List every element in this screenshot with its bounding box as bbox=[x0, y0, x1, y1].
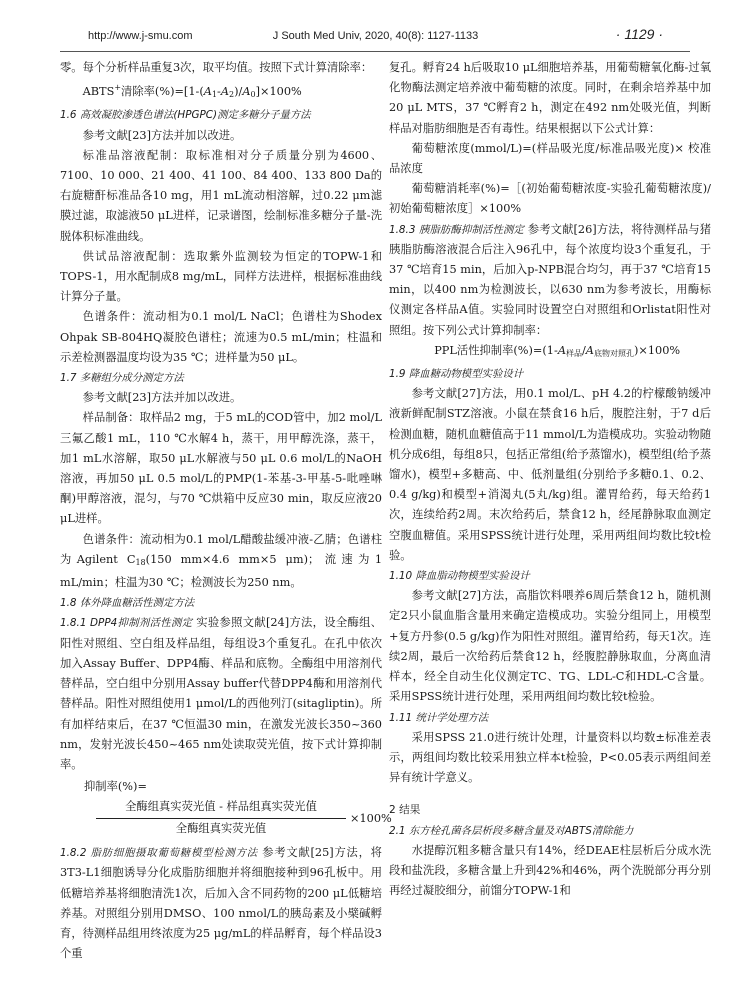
paragraph: 1.8.3 胰脂肪酶抑制活性测定 参考文献[26]方法，将待测样品与猪胰脂肪酶溶液混合后注入96孔中，每个浓度均设3个重复孔，于37 ℃培育15 min，后加入p-NPB混合均匀，再于37 ℃培育15 min，以400 nm为检测波长，以630 nm为参考波长，用酶标仪测定各样品A值。实验同时设置空白对照组和Orlistat阳性对照组。按下列公式计算抑制率： bbox=[389, 222, 711, 337]
right-column bbox=[389, 58, 711, 901]
paragraph: 标准品溶液配制：取标准相对分子质量分别为4600、7100、10 000、21 400、41 100、84 400、133 800 Da的右旋糖酐标准品各10 mg，用1 mL流动相溶解，过0.22 μm滤膜过滤，取滤液50 μL进样，记录谱图，绘制标准多糖分子量-洗脱体积标准曲线。 bbox=[60, 148, 382, 243]
section-heading-1-11: 1.11 统计学处理方法 bbox=[389, 711, 489, 724]
section-heading-1-6: 1.6 高效凝胶渗透色谱法(HPGPC)测定多糖分子量方法 bbox=[60, 109, 311, 122]
paragraph: 水提醇沉粗多糖含量只有14%，经DEAE柱层析后分成水洗段和盐洗段，多糖含量上升到42%和46%，两个洗脱部分再分别再经过凝胶细分，前馏分TOPW-1和 bbox=[389, 843, 711, 898]
section-heading-2: 2 结果 bbox=[389, 804, 421, 817]
paragraph: 色谱条件：流动相为0.1 mol/L醋酸盐缓冲液-乙腈；色谱柱为Agilent $C_{18}(150$ mm×4.6 mm×5 μm)；流速为1 mL/min；柱温为30 ℃；检测波长为250 nm。 bbox=[60, 532, 383, 590]
journal-url: http://www.j-smu.com bbox=[88, 30, 193, 42]
paragraph: 复孔。孵育24 h后吸取10 μL细胞培养基，用葡萄糖氧化酶-过氧化物酶法测定培养液中葡萄糖的浓度。同时，在剩余培养基中加20 μL MTS，37 ℃孵育2 h，测定在492 nm处吸光值，判断样品对脂肪细胞是否有毒性。结果根据以下公式计算： bbox=[389, 61, 711, 135]
section-heading-2-1: 2.1 东方栓孔菌各层析段多糖含量及对ABTS清除能力 bbox=[389, 824, 634, 837]
glucose-concentration-formula: 葡萄糖浓度(mmol/L)=(样品吸光度/标准品吸光度)× 校准品浓度 bbox=[389, 141, 711, 176]
abts-formula: ABTS+清除率$(\%)=[1-(A_1-A_2)/A_0]\times 100\%$ bbox=[82, 83, 302, 100]
header-divider bbox=[60, 51, 690, 52]
section-heading-1-8: 1.8 体外降血糖活性测定方法 bbox=[60, 597, 195, 610]
formula-lhs: 抑制率(%)= bbox=[84, 780, 147, 794]
subsection-heading-1-8-2: 1.8.2 脂肪细胞摄取葡萄糖模型检测方法 bbox=[60, 847, 258, 860]
section-heading-1-10: 1.10 降血脂动物模型实验设计 bbox=[389, 570, 530, 583]
section-heading-1-7: 1.7 多糖组分成分测定方法 bbox=[60, 372, 184, 385]
paragraph: 零。每个分析样品重复3次，取平均值。按照下式计算清除率： bbox=[60, 61, 373, 74]
ppl-formula: PPL活性抑制率$(\%)=(1-A_{样品}/A_{底物对照孔})\times 100\%$ bbox=[434, 343, 681, 358]
subsection-heading-1-8-1: 1.8.1 DPP4抑制剂活性测定 bbox=[60, 617, 193, 630]
paragraph: 样品制备：取样品2 mg，于5 mL的COD管中，加2 mol/L三氟乙酸1 mL，110 ℃水解4 h，蒸干，用甲醇洗涤，蒸干，加1 mL水溶解，取50 μL水解液与50 μL 0.6 mol/L的NaOH溶液，再加50 μL 0.5 mol/L的PMP(1-苯基-3-甲基-5-吡唑啉酮)甲醇溶液，混匀，与70 ℃烘箱中反应30 min，取反应液20 μL进样。 bbox=[60, 411, 382, 526]
paragraph: 1.8.1 DPP4抑制剂活性测定 实验参照文献[24]方法，设全酶组、阳性对照组、空白组及样品组，每组设3个重复孔。在孔中依次加入Assay Buffer、DPP4酶、样品和底物。全酶组中用溶剂代替样品，空白组中分别用Assay buffer代替DPP4酶和用溶剂代替样品。阳性对照组使用1 μmol/L的西他列汀(sitagliptin)。所有加样结束后，在37 ℃恒温30 min，在激发光波长350~360 nm，发射光波长450~465 nm处读取荧光值，按下式计算抑制率。 bbox=[60, 616, 382, 771]
paragraph: 1.8.2 脂肪细胞摄取葡萄糖模型检测方法 参考文献[25]方法，将3T3-L1细胞诱导分化成脂肪细胞并将细胞接种到96孔板中。用低糖培养基将细胞清洗1次，后加入含不同药物的200 μL低糖培养基。对照组分别用DMSO、100 nmol/L的胰岛素及小檗碱孵育，待测样品组用终浓度为25 μg/mL的样品孵育，每个样品设3个重 bbox=[60, 846, 382, 961]
inhibition-formula bbox=[60, 777, 392, 843]
page-number: · 1129 · bbox=[615, 26, 663, 42]
formula-multiplier: ×100% bbox=[350, 812, 392, 826]
paragraph: 参考文献[23]方法并加以改进。 bbox=[82, 128, 242, 142]
paragraph: 参考文献[27]方法，用0.1 mol/L、pH 4.2的柠檬酸钠缓冲液新鲜配制STZ溶液。小鼠在禁食16 h后，腹腔注射，于7 d后检测血糖，随机血糖值高于11 mmol/L为造模成功。实验动物随机分成6组，每组8只，包括正常组(给予蒸馏水)，模型组(给予蒸馏水)，模型+多糖高、中、低剂量组(分别给予多糖0.1、0.2、0.4 g/kg)和模型+消渴丸(5丸/kg)组。灌胃给药，每天给药1次，连续给药2周。末次给药后，禁食12 h，经尾静脉取血测定空腹血糖值。采用SPSS统计进行处理，采用两组间均数比较t检验。 bbox=[389, 387, 711, 562]
glucose-consumption-formula: 葡萄糖消耗率(%)=［(初始葡萄糖浓度-实验孔葡萄糖浓度)/初始葡萄糖浓度］×100% bbox=[389, 182, 711, 216]
formula-numerator: 全酶组真实荧光值 - 样品组真实荧光值 bbox=[125, 800, 317, 814]
paragraph: 供试品溶液配制：选取紫外监测较为恒定的TOPW-1和TOPS-1，用水配制成8 mg/mL，同样方法进样，根据标准曲线计算分子量。 bbox=[60, 249, 382, 304]
subsection-heading-1-8-3: 1.8.3 胰脂肪酶抑制活性测定 bbox=[389, 223, 525, 236]
formula-denominator: 全酶组真实荧光值 bbox=[175, 822, 267, 836]
page-header bbox=[88, 24, 663, 46]
left-column bbox=[60, 58, 392, 964]
paragraph: 参考文献[23]方法并加以改进。 bbox=[82, 391, 242, 405]
paragraph: 采用SPSS 21.0进行统计处理，计量资料以均数±标准差表示，两组间均数比较采用独立样本t检验，P<0.05表示两组间差异有统计学意义。 bbox=[389, 730, 711, 785]
paragraph: 色谱条件：流动相为0.1 mol/L NaCl；色谱柱为Shodex Ohpak SB-804HQ凝胶色谱柱；流速为0.5 mL/min；柱温和示差检测器温度均设为35 ℃；进样量为50 μL。 bbox=[60, 310, 382, 364]
journal-citation: J South Med Univ, 2020, 40(8): 1127-1133 bbox=[272, 30, 479, 42]
paragraph: 参考文献[27]方法，高脂饮料喂养6周后禁食12 h，随机测定2只小鼠血脂含量用来确定造模成功。实验分组同上，用模型+复方丹参(0.5 g/kg)作为阳性对照组。灌胃给药，每天1次。连续2周，最后一次给药后禁食12 h，经腹腔静脉取血，分离血清样本，经全自动生化仪测定TC、TG、LDL-C和HDL-C含量。采用SPSS统计进行处理，采用两组间均数比较t检验。 bbox=[389, 589, 711, 704]
section-heading-1-9: 1.9 降血糖动物模型实验设计 bbox=[389, 368, 524, 381]
